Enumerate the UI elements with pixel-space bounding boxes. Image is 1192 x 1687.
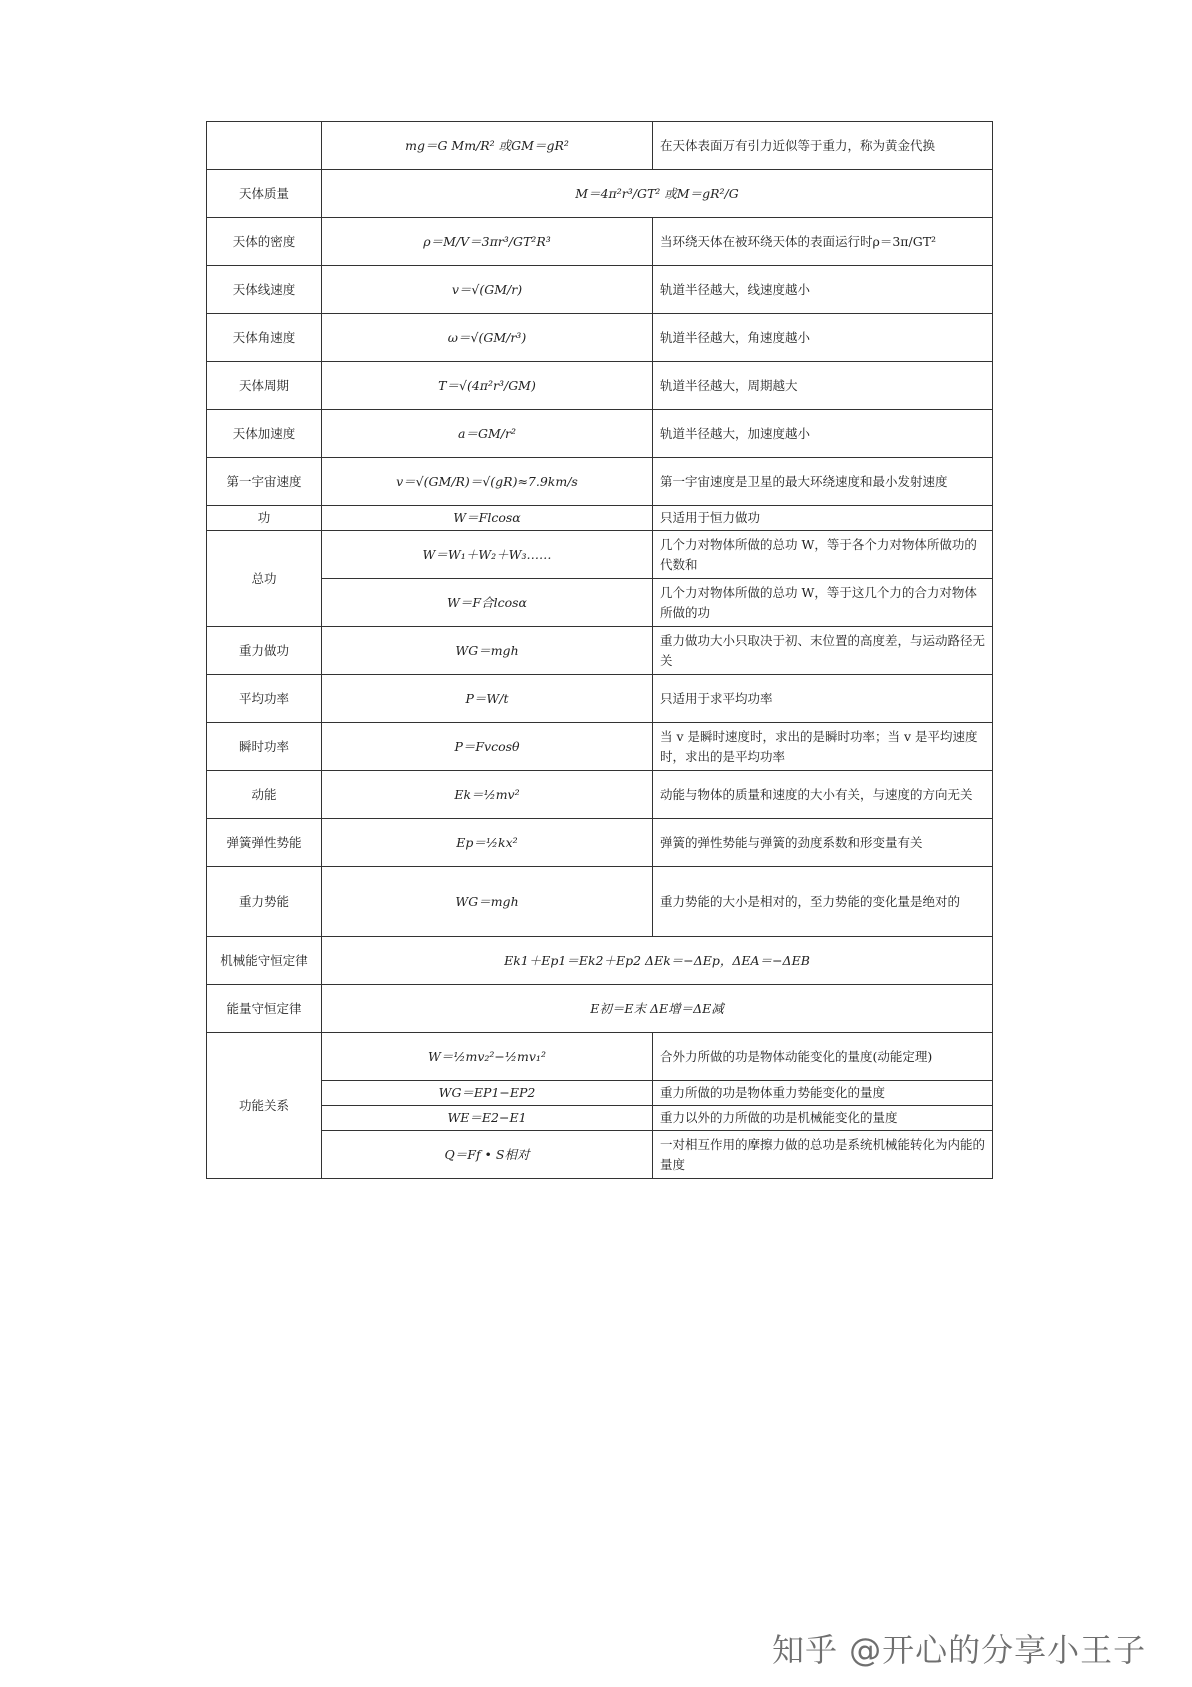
table-row — [207, 937, 993, 985]
row-formula: WG＝mgh — [322, 627, 653, 675]
row-note: 轨道半径越大，角速度越小 — [653, 314, 993, 362]
table-row — [207, 579, 993, 627]
row-formula: T＝√(4π²r³/GM) — [322, 362, 653, 410]
row-formula: W＝½mv₂²−½mv₁² — [322, 1033, 653, 1081]
table-row — [207, 867, 993, 937]
table-row — [207, 122, 993, 170]
table-row — [207, 1081, 993, 1106]
row-note: 当环绕天体在被环绕天体的表面运行时ρ＝3π/GT² — [653, 218, 993, 266]
row-note: 几个力对物体所做的总功 W，等于这几个力的合力对物体所做的功 — [653, 579, 993, 627]
row-name: 平均功率 — [207, 675, 322, 723]
row-name: 天体质量 — [207, 170, 322, 218]
table-row — [207, 170, 993, 218]
row-name: 天体角速度 — [207, 314, 322, 362]
table-row — [207, 506, 993, 531]
table-row — [207, 218, 993, 266]
row-note: 弹簧的弹性势能与弹簧的劲度系数和形变量有关 — [653, 819, 993, 867]
row-formula: ρ＝M/V＝3πr³/GT²R³ — [322, 218, 653, 266]
row-name: 重力势能 — [207, 867, 322, 937]
table-row — [207, 531, 993, 579]
row-name: 机械能守恒定律 — [207, 937, 322, 985]
table-row — [207, 410, 993, 458]
row-name: 天体线速度 — [207, 266, 322, 314]
row-note: 当 v 是瞬时速度时，求出的是瞬时功率；当 v 是平均速度时，求出的是平均功率 — [653, 723, 993, 771]
row-note: 一对相互作用的摩擦力做的总功是系统机械能转化为内能的量度 — [653, 1131, 993, 1179]
row-formula: WG＝mgh — [322, 867, 653, 937]
row-formula: WE＝E2−E1 — [322, 1106, 653, 1131]
row-note: 重力势能的大小是相对的，至力势能的变化量是绝对的 — [653, 867, 993, 937]
table-row — [207, 266, 993, 314]
table-row — [207, 458, 993, 506]
row-name — [207, 122, 322, 170]
row-formula: Q＝Ff • S相对 — [322, 1131, 653, 1179]
row-name: 第一宇宙速度 — [207, 458, 322, 506]
row-note: 重力做功大小只取决于初、末位置的高度差，与运动路径无关 — [653, 627, 993, 675]
row-formula: v＝√(GM/R)＝√(gR)≈7.9km/s — [322, 458, 653, 506]
row-name: 总功 — [207, 531, 322, 627]
row-formula: P＝Fvcosθ — [322, 723, 653, 771]
row-formula: WG＝EP1−EP2 — [322, 1081, 653, 1106]
row-name: 动能 — [207, 771, 322, 819]
row-note: 重力以外的力所做的功是机械能变化的量度 — [653, 1106, 993, 1131]
row-note: 动能与物体的质量和速度的大小有关，与速度的方向无关 — [653, 771, 993, 819]
row-note: 合外力所做的功是物体动能变化的量度(动能定理) — [653, 1033, 993, 1081]
table-row — [207, 1106, 993, 1131]
row-note: 在天体表面万有引力近似等于重力，称为黄金代换 — [653, 122, 993, 170]
row-formula: Ek＝½mv² — [322, 771, 653, 819]
row-note: 轨道半径越大，周期越大 — [653, 362, 993, 410]
row-formula: Ek1＋Ep1＝Ek2＋Ep2 ΔEk＝−ΔEp，ΔEA＝−ΔEB — [322, 937, 993, 985]
table-row — [207, 1131, 993, 1179]
physics-formula-table — [206, 121, 993, 1179]
row-name: 弹簧弹性势能 — [207, 819, 322, 867]
row-formula: W＝F合lcosα — [322, 579, 653, 627]
row-name: 功能关系 — [207, 1033, 322, 1179]
table-row — [207, 985, 993, 1033]
table-row — [207, 314, 993, 362]
watermark: 知乎 @开心的分享小王子 — [772, 1631, 1147, 1669]
table-row — [207, 723, 993, 771]
table-row — [207, 819, 993, 867]
row-note: 重力所做的功是物体重力势能变化的量度 — [653, 1081, 993, 1106]
table-row — [207, 1033, 993, 1081]
row-name: 能量守恒定律 — [207, 985, 322, 1033]
row-name: 天体周期 — [207, 362, 322, 410]
row-note: 几个力对物体所做的总功 W，等于各个力对物体所做功的代数和 — [653, 531, 993, 579]
row-name: 功 — [207, 506, 322, 531]
row-formula: Ep＝½kx² — [322, 819, 653, 867]
row-note: 只适用于求平均功率 — [653, 675, 993, 723]
row-formula: v＝√(GM/r) — [322, 266, 653, 314]
row-formula: P＝W/t — [322, 675, 653, 723]
table-row — [207, 627, 993, 675]
row-name: 天体加速度 — [207, 410, 322, 458]
row-name: 天体的密度 — [207, 218, 322, 266]
row-name: 重力做功 — [207, 627, 322, 675]
table-row — [207, 675, 993, 723]
row-formula: a＝GM/r² — [322, 410, 653, 458]
row-formula: M＝4π²r³/GT² 或M＝gR²/G — [322, 170, 993, 218]
row-formula: E初＝E末 ΔE增＝ΔE减 — [322, 985, 993, 1033]
row-note: 只适用于恒力做功 — [653, 506, 993, 531]
table-row — [207, 771, 993, 819]
row-formula: W＝Flcosα — [322, 506, 653, 531]
row-formula: mg＝G Mm/R² 或GM＝gR² — [322, 122, 653, 170]
row-formula: ω＝√(GM/r³) — [322, 314, 653, 362]
row-name: 瞬时功率 — [207, 723, 322, 771]
row-note: 第一宇宙速度是卫星的最大环绕速度和最小发射速度 — [653, 458, 993, 506]
table-row — [207, 362, 993, 410]
row-note: 轨道半径越大，线速度越小 — [653, 266, 993, 314]
row-formula: W＝W₁＋W₂＋W₃…… — [322, 531, 653, 579]
row-note: 轨道半径越大，加速度越小 — [653, 410, 993, 458]
